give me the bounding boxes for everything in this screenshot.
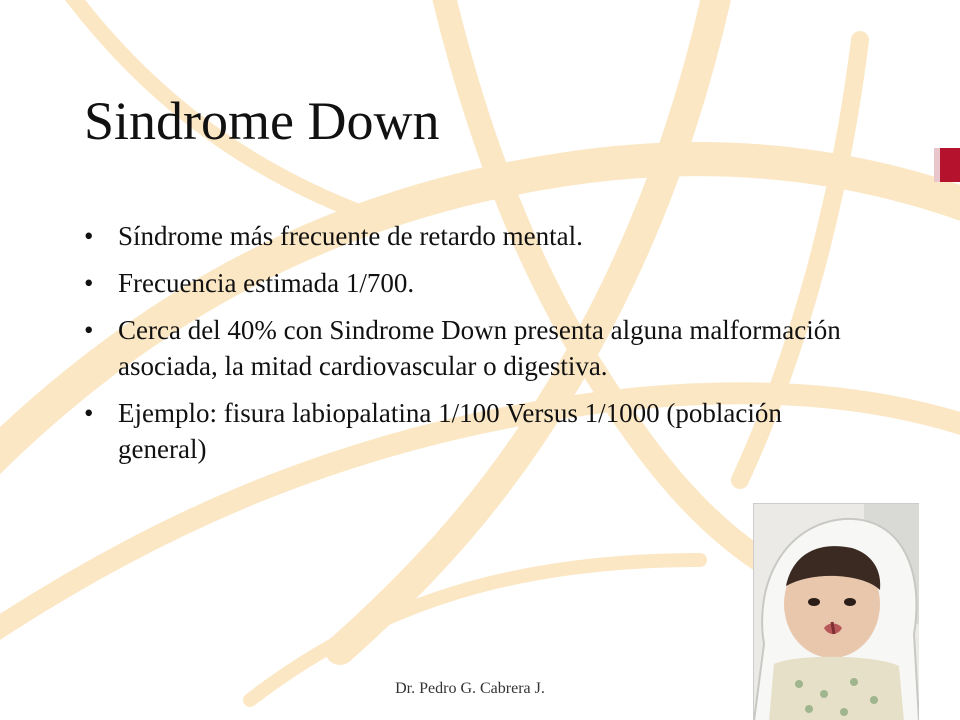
bullet-list	[84, 218, 874, 478]
bullet-marker: •	[84, 268, 94, 298]
bullet-text: Ejemplo: fisura labiopalatina 1/100 Versus 1/1000 (población general)	[118, 398, 782, 464]
bullet-item	[84, 312, 874, 384]
bullet-text: Síndrome más frecuente de retardo mental.	[118, 221, 583, 251]
bullet-item	[84, 265, 874, 301]
red-accent-tab	[934, 148, 960, 182]
bullet-text: Cerca del 40% con Sindrome Down presenta alguna malformación asociada, la mitad cardiovascular o digestiva.	[118, 315, 841, 381]
slide-title: Sindrome Down	[84, 91, 440, 151]
infant-photo	[753, 503, 919, 720]
footer-author: Dr. Pedro G. Cabrera J.	[395, 680, 545, 697]
bullet-marker: •	[84, 398, 94, 428]
bullet-item	[84, 218, 874, 254]
bullet-item	[84, 395, 874, 467]
bullet-marker: •	[84, 315, 94, 345]
bullet-marker: •	[84, 221, 94, 251]
infant-photo-icon	[754, 504, 919, 720]
bullet-text: Frecuencia estimada 1/700.	[118, 268, 415, 298]
